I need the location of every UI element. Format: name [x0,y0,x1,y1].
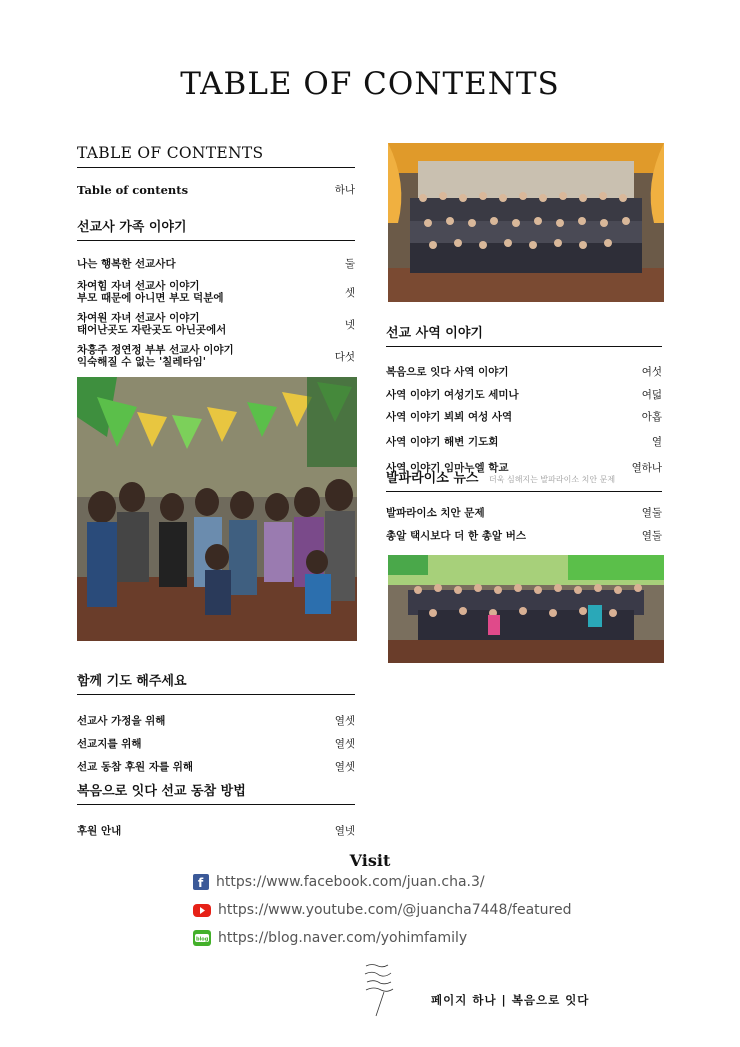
toc-item[interactable] [386,364,662,379]
toc-item-page: 아홉 [641,411,662,423]
facebook-url[interactable]: https://www.facebook.com/juan.cha.3/ [216,874,485,890]
toc-item-label: 나는 행복한 선교사다 [77,257,176,270]
toc-item-sublabel: 부모 때문에 아니면 부모 덕분에 [77,292,224,304]
youtube-icon [193,904,211,917]
family-heading: 선교사 가족 이야기 [77,216,355,241]
toc-item[interactable] [77,823,355,838]
toc-item-label: 선교지를 위해 [77,737,142,750]
news-section [386,467,662,543]
toc-item-page: 여덟 [641,389,662,401]
toc-item-label: 선교 동참 후원 자를 위해 [77,760,194,773]
family-photo [77,377,357,641]
svg-text:f: f [198,876,204,890]
blog-link[interactable] [193,930,467,946]
toc-item-label: 발파라이소 치안 문제 [386,506,485,519]
toc-item-page: 열넷 [334,825,355,837]
toc-item[interactable] [77,256,355,271]
toc-item-label: 복음으로 잇다 사역 이야기 [386,365,509,378]
toc-item-page: 여섯 [641,366,662,378]
blog-url[interactable]: https://blog.naver.com/yohimfamily [218,930,468,946]
womens-seminar-photo [388,555,664,663]
church-group-photo [388,143,664,302]
toc-item-label: 사역 이야기 임마누엘 학교 [386,461,509,474]
toc-item[interactable] [386,528,662,543]
toc-section [77,144,355,197]
svg-text:blog: blog [196,936,209,943]
ministry-heading: 선교 사역 이야기 [386,322,662,347]
toc-item[interactable] [77,713,355,728]
toc-item-page: 열둘 [641,507,662,519]
toc-item-label: 사역 이야기 해변 기도회 [386,435,499,448]
news-heading-title: 발파라이소 뉴스 [386,471,479,486]
prayer-heading: 함께 기도 해주세요 [77,670,355,695]
toc-item-page: 셋 [344,286,355,299]
toc-item-label: 총알 택시보다 더 한 총알 버스 [386,529,526,542]
page-footer: 페이지 하나 | 복음으로 잇다 [431,993,590,1007]
toc-item-page: 열셋 [334,738,355,750]
page-title: TABLE OF CONTENTS [180,66,560,102]
toc-item[interactable] [77,344,355,368]
toc-item-label: 차여힘 자녀 선교사 이야기 [77,280,200,292]
toc-item[interactable] [386,505,662,520]
ministry-section [386,322,662,475]
toc-item-page: 하나 [334,184,355,196]
support-section [77,780,355,838]
signature-image [360,960,400,1020]
toc-item[interactable] [386,409,662,424]
news-heading [386,467,662,492]
toc-item-page: 열 [651,436,662,448]
toc-heading: TABLE OF CONTENTS [77,144,355,168]
toc-item-label: Table of contents [77,182,189,197]
youtube-link[interactable] [193,902,572,918]
support-heading: 복음으로 잇다 선교 동참 방법 [77,780,355,805]
toc-item-page: 열셋 [334,761,355,773]
toc-item-page: 다섯 [334,350,355,363]
toc-item-page: 열하나 [631,462,662,474]
toc-item-page: 열셋 [334,715,355,727]
toc-item[interactable] [386,434,662,449]
facebook-link[interactable] [193,874,485,890]
toc-item-page: 넷 [344,318,355,331]
news-subheading: 더욱 심해지는 발파라이소 치안 문제 [488,475,616,484]
toc-item-label: 사역 이야기 여성기도 세미나 [386,388,519,401]
toc-item[interactable] [386,387,662,402]
toc-item-sublabel: 익숙해질 수 없는 '칠레타임' [77,356,206,368]
toc-item-label: 차흥주 정연정 부부 선교사 이야기 [77,344,234,356]
toc-item-page: 둘 [344,258,355,270]
family-section [77,216,355,368]
toc-item-page: 열둘 [641,530,662,542]
visit-heading: Visit [349,851,391,870]
toc-item[interactable] [77,759,355,774]
toc-item-sublabel: 태어난곳도 자란곳도 아닌곳에서 [77,324,227,336]
toc-item[interactable] [77,312,355,336]
toc-item[interactable] [77,280,355,304]
toc-item-label: 사역 이야기 뵈뵈 여성 사역 [386,410,513,423]
blog-icon [193,930,211,946]
facebook-icon [193,874,209,890]
toc-item[interactable] [77,736,355,751]
youtube-url[interactable]: https://www.youtube.com/@juancha7448/featured [218,902,572,918]
toc-item-intro[interactable] [77,182,355,197]
toc-item-label: 선교사 가정을 위해 [77,714,166,727]
toc-item-label: 차여원 자녀 선교사 이야기 [77,312,200,324]
toc-item-label: 후원 안내 [77,824,122,837]
prayer-section [77,670,355,774]
